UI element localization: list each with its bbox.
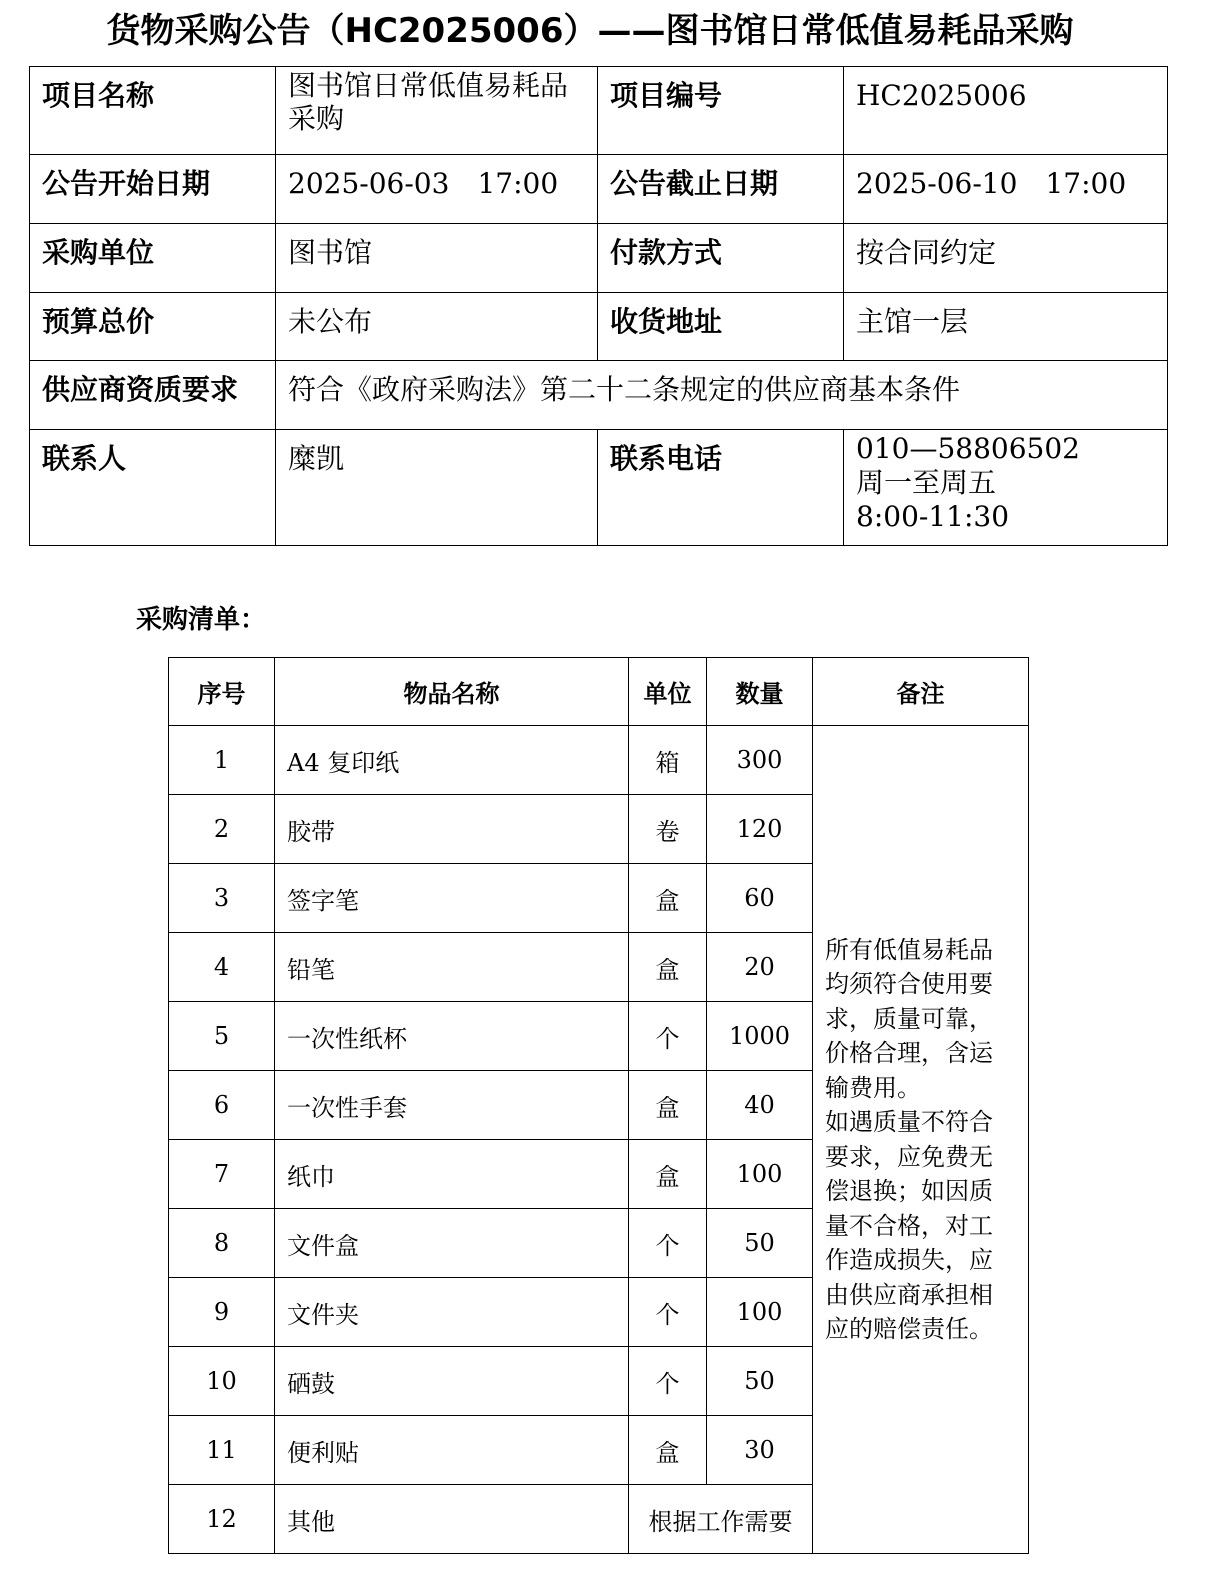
- row-no: 1: [169, 726, 275, 795]
- table-row: [169, 726, 1029, 795]
- row-unit: 卷: [629, 795, 707, 864]
- row-qty: 100: [707, 1140, 813, 1209]
- row-qty: 30: [707, 1416, 813, 1485]
- row-item-name: 铅笔: [275, 933, 629, 1002]
- row-item-name: 一次性纸杯: [275, 1002, 629, 1071]
- row-unit-qty-note: 根据工作需要: [629, 1485, 813, 1554]
- row-qty: 60: [707, 864, 813, 933]
- remark-cell: 所有低值易耗品均须符合使用要求，质量可靠，价格合理，含运输费用。 如遇质量不符合要求，应免费无偿退换；如因质量不合格，对工作造成损失，应由供应商承担相应的赔偿责任。: [813, 726, 1029, 1554]
- row-qty: 100: [707, 1278, 813, 1347]
- info-row-budget: [30, 293, 1168, 361]
- start-date-value: 2025-06-03 17:00: [276, 155, 598, 224]
- address-value: 主馆一层: [844, 293, 1168, 361]
- purchase-list-table: [168, 657, 1029, 1554]
- row-no: 9: [169, 1278, 275, 1347]
- phone-hours-time: 8:00-11:30: [856, 500, 1010, 533]
- row-no: 8: [169, 1209, 275, 1278]
- row-unit: 盒: [629, 1071, 707, 1140]
- row-qty: 1000: [707, 1002, 813, 1071]
- row-qty: 20: [707, 933, 813, 1002]
- phone-hours-days: 周一至周五: [856, 466, 997, 499]
- info-row-qualification: [30, 361, 1168, 430]
- header-remark: 备注: [813, 658, 1029, 726]
- project-info-table: [29, 66, 1168, 546]
- row-qty: 50: [707, 1347, 813, 1416]
- project-no-label: 项目编号: [598, 67, 844, 155]
- payment-label: 付款方式: [598, 224, 844, 293]
- phone-label: 联系电话: [598, 430, 844, 546]
- row-item-name: 纸巾: [275, 1140, 629, 1209]
- row-no: 3: [169, 864, 275, 933]
- row-item-name: 文件夹: [275, 1278, 629, 1347]
- row-item-name: A4 复印纸: [275, 726, 629, 795]
- row-item-name: 签字笔: [275, 864, 629, 933]
- row-unit: 盒: [629, 1416, 707, 1485]
- qualification-label: 供应商资质要求: [30, 361, 276, 430]
- row-item-name: 硒鼓: [275, 1347, 629, 1416]
- purchase-list-header-row: [169, 658, 1029, 726]
- row-item-name: 便利贴: [275, 1416, 629, 1485]
- row-no: 2: [169, 795, 275, 864]
- row-qty: 40: [707, 1071, 813, 1140]
- row-no: 6: [169, 1071, 275, 1140]
- row-item-name: 一次性手套: [275, 1071, 629, 1140]
- contact-label: 联系人: [30, 430, 276, 546]
- row-unit: 箱: [629, 726, 707, 795]
- row-unit: 个: [629, 1209, 707, 1278]
- phone-number: 010—58806502: [856, 432, 1080, 465]
- row-unit: 个: [629, 1002, 707, 1071]
- project-name-value: 图书馆日常低值易耗品采购: [276, 67, 598, 155]
- buyer-value: 图书馆: [276, 224, 598, 293]
- page-title: 货物采购公告（HC2025006）——图书馆日常低值易耗品采购: [106, 11, 1074, 51]
- end-date-label: 公告截止日期: [598, 155, 844, 224]
- address-label: 收货地址: [598, 293, 844, 361]
- info-row-contact: [30, 430, 1168, 546]
- row-no: 5: [169, 1002, 275, 1071]
- row-no: 11: [169, 1416, 275, 1485]
- row-unit: 盒: [629, 864, 707, 933]
- purchase-list-heading: 采购清单：: [136, 605, 267, 635]
- phone-cell: [844, 430, 1168, 546]
- info-row-buyer: [30, 224, 1168, 293]
- info-row-dates: [30, 155, 1168, 224]
- end-date-value: 2025-06-10 17:00: [844, 155, 1168, 224]
- row-qty: 50: [707, 1209, 813, 1278]
- row-item-name: 其他: [275, 1485, 629, 1554]
- header-unit: 单位: [629, 658, 707, 726]
- buyer-label: 采购单位: [30, 224, 276, 293]
- info-row-project: [30, 67, 1168, 155]
- project-name-label: 项目名称: [30, 67, 276, 155]
- row-unit: 盒: [629, 1140, 707, 1209]
- header-no: 序号: [169, 658, 275, 726]
- row-no: 12: [169, 1485, 275, 1554]
- header-name: 物品名称: [275, 658, 629, 726]
- row-qty: 120: [707, 795, 813, 864]
- row-unit: 个: [629, 1347, 707, 1416]
- project-no-value: HC2025006: [844, 67, 1168, 155]
- row-item-name: 胶带: [275, 795, 629, 864]
- start-date-label: 公告开始日期: [30, 155, 276, 224]
- payment-value: 按合同约定: [844, 224, 1168, 293]
- qualification-value: 符合《政府采购法》第二十二条规定的供应商基本条件: [276, 361, 1168, 430]
- row-no: 10: [169, 1347, 275, 1416]
- contact-value: 糜凯: [276, 430, 598, 546]
- row-item-name: 文件盒: [275, 1209, 629, 1278]
- budget-value: 未公布: [276, 293, 598, 361]
- row-no: 4: [169, 933, 275, 1002]
- row-unit: 个: [629, 1278, 707, 1347]
- row-no: 7: [169, 1140, 275, 1209]
- row-unit: 盒: [629, 933, 707, 1002]
- header-qty: 数量: [707, 658, 813, 726]
- budget-label: 预算总价: [30, 293, 276, 361]
- row-qty: 300: [707, 726, 813, 795]
